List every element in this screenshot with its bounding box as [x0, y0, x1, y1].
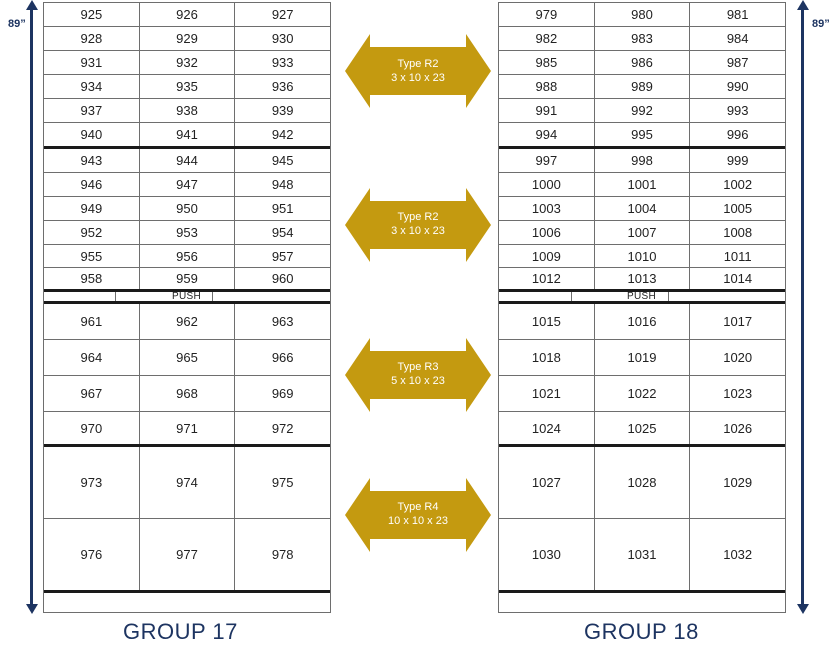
locker-number[interactable]: 1030	[499, 519, 595, 590]
unit-base	[499, 590, 785, 612]
locker-row	[499, 149, 785, 173]
push-strip	[499, 292, 785, 304]
locker-number[interactable]: 1023	[723, 386, 753, 401]
locker-number[interactable]: 989	[595, 75, 691, 98]
locker-band	[44, 447, 330, 590]
locker-number[interactable]: 1029	[723, 475, 753, 490]
box-type-name: Type R2	[397, 58, 439, 70]
height-label-left: 89”	[8, 18, 26, 30]
locker-number[interactable]: 1004	[595, 197, 691, 220]
height-dimension-line-right	[801, 8, 804, 606]
locker-row	[44, 245, 330, 268]
locker-number[interactable]: 955	[44, 245, 140, 267]
locker-number[interactable]: 943	[44, 149, 140, 172]
locker-row	[44, 3, 330, 27]
locker-number[interactable]: 948	[271, 177, 294, 192]
locker-number[interactable]: 949	[44, 197, 140, 220]
locker-number[interactable]: 1000	[499, 173, 595, 196]
locker-row	[499, 412, 785, 444]
locker-row	[44, 221, 330, 245]
locker-number[interactable]: 1018	[499, 340, 595, 375]
locker-number[interactable]: 966	[271, 350, 294, 365]
locker-number[interactable]: 1010	[595, 245, 691, 267]
locker-number[interactable]: 986	[595, 51, 691, 74]
locker-number[interactable]: 967	[44, 376, 140, 411]
locker-number[interactable]: 1027	[499, 447, 595, 518]
locker-number[interactable]: 991	[499, 99, 595, 122]
locker-band	[499, 304, 785, 447]
locker-number[interactable]: 937	[44, 99, 140, 122]
locker-number[interactable]: 932	[140, 51, 236, 74]
locker-band	[499, 447, 785, 590]
locker-row	[44, 268, 330, 289]
locker-row	[499, 51, 785, 75]
locker-number[interactable]: 1025	[595, 412, 691, 444]
locker-band	[44, 3, 330, 149]
locker-row	[499, 173, 785, 197]
locker-number[interactable]: 963	[271, 314, 294, 329]
locker-row	[44, 340, 330, 376]
locker-number[interactable]: 984	[726, 31, 749, 46]
locker-row	[499, 27, 785, 51]
locker-number[interactable]: 940	[44, 123, 140, 146]
locker-row	[44, 51, 330, 75]
locker-number[interactable]: 985	[499, 51, 595, 74]
box-type-arrow-r2-upper	[345, 34, 491, 108]
locker-number[interactable]: 1002	[723, 177, 753, 192]
double-arrow-icon	[345, 34, 491, 108]
locker-number[interactable]: 938	[140, 99, 236, 122]
locker-number[interactable]: 958	[44, 268, 140, 289]
locker-number[interactable]: 983	[595, 27, 691, 50]
locker-number[interactable]: 941	[140, 123, 236, 146]
locker-number[interactable]: 957	[271, 248, 294, 264]
locker-number[interactable]: 973	[44, 447, 140, 518]
locker-number[interactable]: 961	[44, 304, 140, 339]
locker-row	[499, 221, 785, 245]
locker-number[interactable]: 927	[271, 7, 294, 22]
locker-row	[44, 197, 330, 221]
locker-number[interactable]: 976	[44, 519, 140, 590]
locker-row	[44, 173, 330, 197]
locker-number[interactable]: 959	[140, 268, 236, 289]
locker-number[interactable]: 965	[140, 340, 236, 375]
locker-row	[499, 304, 785, 340]
locker-row	[44, 149, 330, 173]
locker-number[interactable]: 951	[271, 201, 294, 216]
unit-base	[44, 590, 330, 612]
arrow-down-icon	[26, 604, 38, 614]
locker-row	[44, 123, 330, 146]
box-type-size: 3 x 10 x 23	[391, 225, 445, 237]
locker-row	[499, 245, 785, 268]
locker-number[interactable]: 969	[271, 386, 294, 401]
group-label-17: GROUP 17	[123, 619, 238, 644]
group-label-18: GROUP 18	[584, 619, 699, 644]
locker-number[interactable]: 1031	[595, 519, 691, 590]
locker-band	[499, 149, 785, 292]
locker-row	[44, 75, 330, 99]
locker-number[interactable]: 1019	[595, 340, 691, 375]
locker-number[interactable]: 1011	[723, 248, 752, 264]
locker-number[interactable]: 975	[271, 475, 294, 490]
locker-number[interactable]: 1012	[499, 268, 595, 289]
locker-row	[499, 519, 785, 590]
locker-number[interactable]: 980	[595, 3, 691, 26]
locker-number[interactable]: 944	[140, 149, 236, 172]
locker-number[interactable]: 947	[140, 173, 236, 196]
locker-number[interactable]: 988	[499, 75, 595, 98]
locker-row	[499, 3, 785, 27]
locker-number[interactable]: 993	[726, 103, 749, 118]
locker-number[interactable]: 934	[44, 75, 140, 98]
locker-unit-group-18	[498, 2, 786, 613]
arrow-up-icon	[26, 0, 38, 10]
locker-row	[44, 447, 330, 519]
locker-number[interactable]: 954	[271, 225, 294, 240]
locker-number[interactable]: 942	[271, 127, 294, 142]
locker-number[interactable]: 956	[140, 245, 236, 267]
push-label: PUSH	[172, 291, 201, 302]
box-type-arrow-r4	[345, 478, 491, 552]
locker-row	[499, 99, 785, 123]
locker-number[interactable]: 1016	[595, 304, 691, 339]
locker-row	[499, 75, 785, 99]
locker-number[interactable]: 995	[595, 123, 691, 146]
box-type-name: Type R2	[397, 211, 439, 223]
locker-number[interactable]: 999	[726, 153, 749, 168]
locker-row	[499, 197, 785, 221]
locker-number[interactable]: 964	[44, 340, 140, 375]
locker-number[interactable]: 930	[271, 31, 294, 46]
locker-number[interactable]: 945	[271, 153, 294, 168]
locker-number[interactable]: 935	[140, 75, 236, 98]
locker-number[interactable]: 1032	[723, 547, 753, 562]
locker-row	[44, 519, 330, 590]
locker-number[interactable]: 1021	[499, 376, 595, 411]
locker-number[interactable]: 926	[140, 3, 236, 26]
locker-number[interactable]: 1003	[499, 197, 595, 220]
locker-band	[499, 3, 785, 149]
locker-number[interactable]: 946	[44, 173, 140, 196]
arrow-up-icon	[797, 0, 809, 10]
box-type-name: Type R3	[397, 361, 439, 373]
locker-number[interactable]: 1005	[723, 201, 753, 216]
box-type-size: 5 x 10 x 23	[391, 375, 445, 387]
push-label: PUSH	[627, 291, 656, 302]
arrow-down-icon	[797, 604, 809, 614]
locker-number[interactable]: 960	[271, 271, 294, 286]
locker-number[interactable]: 1017	[723, 314, 753, 329]
locker-number[interactable]: 1008	[723, 225, 753, 240]
locker-number[interactable]: 968	[140, 376, 236, 411]
locker-row	[499, 340, 785, 376]
locker-number[interactable]: 994	[499, 123, 595, 146]
locker-number[interactable]: 1028	[595, 447, 691, 518]
locker-row	[499, 447, 785, 519]
locker-number[interactable]: 970	[44, 412, 140, 444]
locker-row	[499, 268, 785, 289]
height-dimension-line-left	[30, 8, 33, 606]
locker-number[interactable]: 929	[140, 27, 236, 50]
locker-number[interactable]: 1007	[595, 221, 691, 244]
locker-number[interactable]: 1022	[595, 376, 691, 411]
box-type-name: Type R4	[397, 501, 439, 513]
box-type-arrow-r2-lower	[345, 188, 491, 262]
locker-number[interactable]: 939	[271, 103, 294, 118]
locker-number[interactable]: 952	[44, 221, 140, 244]
locker-number[interactable]: 1009	[499, 245, 595, 267]
locker-number[interactable]: 992	[595, 99, 691, 122]
locker-number[interactable]: 953	[140, 221, 236, 244]
push-strip	[44, 292, 330, 304]
locker-row	[44, 27, 330, 51]
locker-number[interactable]: 933	[271, 55, 294, 70]
locker-number[interactable]: 1024	[499, 412, 595, 444]
locker-number[interactable]: 972	[271, 420, 294, 436]
height-label-right: 89”	[812, 18, 830, 30]
locker-number[interactable]: 1006	[499, 221, 595, 244]
locker-number[interactable]: 978	[271, 547, 294, 562]
locker-number[interactable]: 1020	[723, 350, 753, 365]
locker-number[interactable]: 928	[44, 27, 140, 50]
locker-number[interactable]: 998	[595, 149, 691, 172]
locker-number[interactable]: 1015	[499, 304, 595, 339]
locker-number[interactable]: 974	[140, 447, 236, 518]
locker-row	[44, 99, 330, 123]
locker-number[interactable]: 996	[726, 127, 749, 142]
box-type-size: 3 x 10 x 23	[391, 72, 445, 84]
locker-row	[44, 412, 330, 444]
box-type-arrow-r3	[345, 338, 491, 412]
locker-number[interactable]: 936	[271, 79, 294, 94]
locker-number[interactable]: 971	[140, 412, 236, 444]
locker-number[interactable]: 981	[726, 7, 749, 22]
locker-number[interactable]: 987	[726, 55, 749, 70]
locker-number[interactable]: 1001	[595, 173, 691, 196]
locker-number[interactable]: 925	[44, 3, 140, 26]
locker-row	[44, 376, 330, 412]
locker-number[interactable]: 1026	[723, 420, 753, 436]
locker-number[interactable]: 962	[140, 304, 236, 339]
locker-unit-group-17	[43, 2, 331, 613]
locker-number[interactable]: 1014	[723, 271, 753, 286]
locker-number[interactable]: 979	[499, 3, 595, 26]
locker-number[interactable]: 982	[499, 27, 595, 50]
locker-number[interactable]: 997	[499, 149, 595, 172]
locker-row	[499, 376, 785, 412]
locker-number[interactable]: 1013	[595, 268, 691, 289]
locker-band	[44, 149, 330, 292]
locker-number[interactable]: 977	[140, 519, 236, 590]
locker-row	[499, 123, 785, 146]
locker-number[interactable]: 950	[140, 197, 236, 220]
box-type-size: 10 x 10 x 23	[388, 515, 448, 527]
locker-number[interactable]: 931	[44, 51, 140, 74]
locker-number[interactable]: 990	[726, 79, 749, 94]
locker-band	[44, 304, 330, 447]
locker-row	[44, 304, 330, 340]
